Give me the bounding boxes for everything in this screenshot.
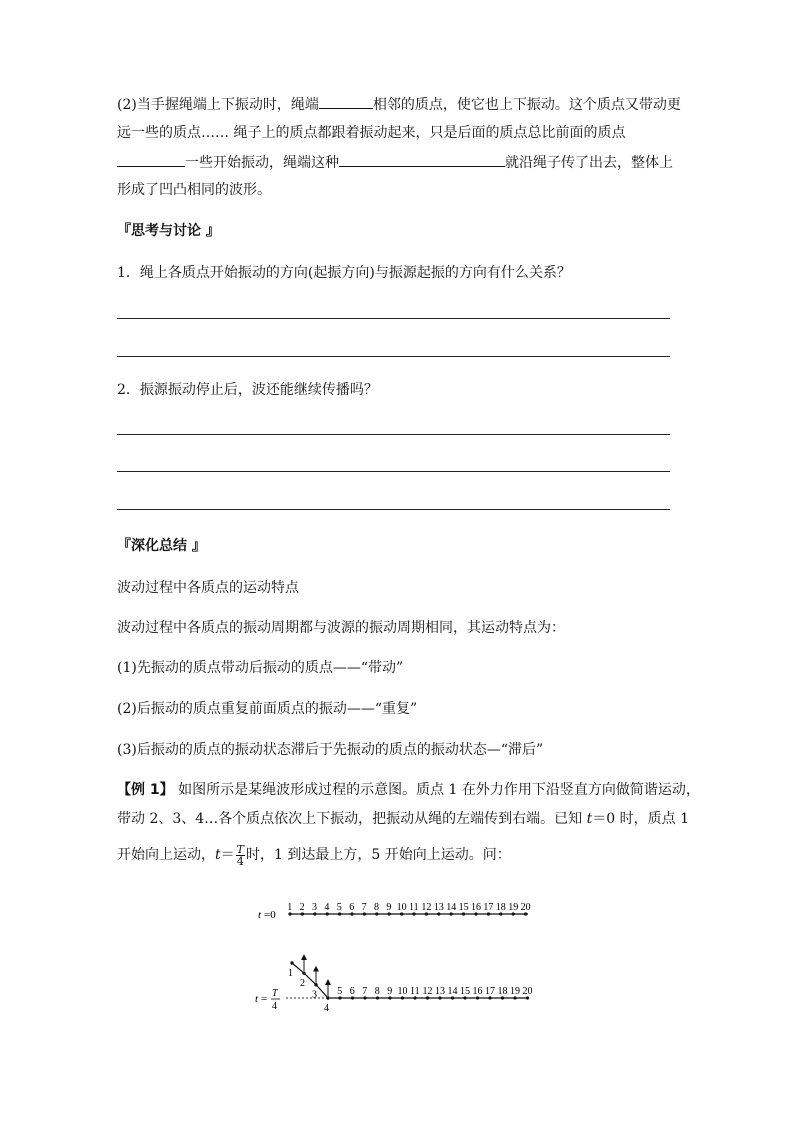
particle-label: 18	[495, 902, 506, 913]
summary-title: 波动过程中各质点的运动特点	[117, 580, 299, 596]
particle-label: 7	[362, 986, 368, 997]
summary-point-2: (2)后振动的质点重复前面质点的振动——“重复”	[117, 701, 418, 717]
particle-dot	[302, 971, 305, 974]
particle-label: 3	[312, 989, 317, 1001]
example-line2-b: ＝0 时，质点 1	[592, 811, 689, 827]
rope-wave-diagram	[250, 892, 550, 1017]
particle-label: 5	[337, 986, 343, 997]
para2-line3	[117, 152, 673, 173]
blank-2	[117, 152, 185, 167]
row2-frac-den: 4	[272, 1001, 277, 1012]
particle-label: 8	[374, 902, 379, 913]
row2-label-eq: =	[261, 993, 268, 1005]
particle-label: 15	[458, 902, 469, 913]
particle-dot	[314, 983, 317, 986]
particle-label: 17	[485, 986, 495, 997]
particle-label: 4	[324, 1003, 329, 1014]
para2-line1-b: 相邻的质点，使它也上下振动。这个质点又带动更	[372, 97, 681, 113]
question-1: 1．绳上各质点开始振动的方向(起振方向)与振源起振的方向有什么关系？	[117, 265, 571, 281]
answer-line	[117, 318, 670, 319]
row1-label-t: t	[258, 909, 262, 921]
think-heading: 『思考与讨论 』	[117, 223, 220, 239]
particle-dot	[326, 996, 329, 999]
row2-frac-num: T	[272, 988, 278, 999]
particle-label: 6	[349, 902, 355, 913]
example-line3-a: 开始向上运动，	[117, 847, 215, 863]
particle-label: 6	[349, 986, 355, 997]
example-line2	[117, 809, 689, 829]
var-t: t	[586, 811, 593, 827]
para2-line3-b: 一些开始振动，绳端这种	[185, 155, 339, 171]
particle-label: 17	[483, 902, 494, 913]
question-2: 2．振源振动停止后，波还能继续传播吗？	[117, 382, 378, 398]
var-t: t	[215, 847, 221, 863]
answer-line	[117, 356, 670, 357]
particle-label: 2	[300, 978, 305, 990]
particle-label: 13	[435, 986, 445, 997]
answer-line	[117, 434, 670, 435]
particle-label: 12	[421, 902, 432, 913]
particle-label: 10	[396, 902, 407, 913]
para2-line1	[117, 94, 681, 115]
answer-line	[117, 471, 670, 472]
row2-label-t: t	[255, 993, 259, 1005]
particle-label: 13	[433, 902, 444, 913]
particle-label: 3	[312, 902, 317, 913]
example-tag: 【例 1】	[117, 782, 174, 798]
answer-line	[117, 509, 670, 510]
para2-line3-c: 就沿绳子传了出去，整体上	[505, 155, 673, 171]
particle-label: 9	[386, 902, 392, 913]
particle-label: 10	[397, 986, 408, 997]
para2-line2: 远一些的质点…… 绳子上的质点都跟着振动起来，只是后面的质点总比前面的质点	[117, 125, 626, 141]
example-line1-text: 如图所示是某绳波形成过程的示意图。质点 1 在外力作用下沿竖直方向做简谐运动，	[173, 782, 700, 798]
particle-label: 12	[422, 986, 433, 997]
equals-sign: ＝	[220, 847, 235, 863]
particle-label: 20	[522, 986, 533, 997]
particle-label: 1	[287, 902, 293, 913]
example-line1	[117, 780, 700, 800]
particle-label: 1	[288, 968, 293, 979]
example-line3	[117, 840, 511, 870]
particle-label: 19	[510, 986, 520, 997]
blank-3	[339, 152, 505, 167]
particle-label: 14	[447, 986, 458, 997]
particle-label: 18	[497, 986, 508, 997]
particle-label: 14	[446, 902, 457, 913]
particle-label: 11	[410, 986, 420, 997]
particle-label: 9	[387, 986, 393, 997]
particle-dot	[290, 961, 293, 964]
particle-label: 5	[336, 902, 342, 913]
particle-label: 15	[460, 986, 470, 997]
particle-label: 16	[472, 986, 483, 997]
particle-label: 4	[324, 902, 330, 913]
particle-label: 2	[299, 902, 305, 913]
blank-1	[319, 94, 373, 109]
rope-curve	[292, 963, 328, 998]
summary-point-1: (1)先振动的质点带动后振动的质点——“带动”	[117, 660, 404, 676]
example-line2-a: 带动 2、3、4…各个质点依次上下振动，把振动从绳的左端传到右端。已知	[117, 811, 587, 827]
para2-line1-a: (2)当手握绳端上下振动时，绳端	[117, 97, 319, 113]
summary-intro: 波动过程中各质点的振动周期都与波源的振动周期相同，其运动特点为：	[117, 620, 565, 636]
particle-label: 19	[508, 902, 519, 913]
fraction-T-over-4	[236, 844, 245, 867]
example-line3-b: 时，1 到达最上方，5 开始向上运动。问：	[245, 847, 511, 863]
fraction-numerator: T	[236, 842, 244, 856]
particle-label: 8	[374, 986, 380, 997]
fraction-denominator: 4	[236, 854, 244, 868]
summary-point-3: (3)后振动的质点的振动状态滞后于先振动的质点的振动状态—“滞后”	[117, 742, 544, 758]
particle-label: 7	[361, 902, 367, 913]
particle-label: 16	[471, 902, 481, 913]
particle-label: 20	[520, 902, 531, 913]
para2-line4: 形成了凹凸相同的波形。	[117, 182, 271, 198]
summary-heading: 『深化总结 』	[117, 538, 206, 554]
row1-label-rest: =0	[264, 909, 276, 921]
particle-label: 11	[409, 902, 419, 913]
